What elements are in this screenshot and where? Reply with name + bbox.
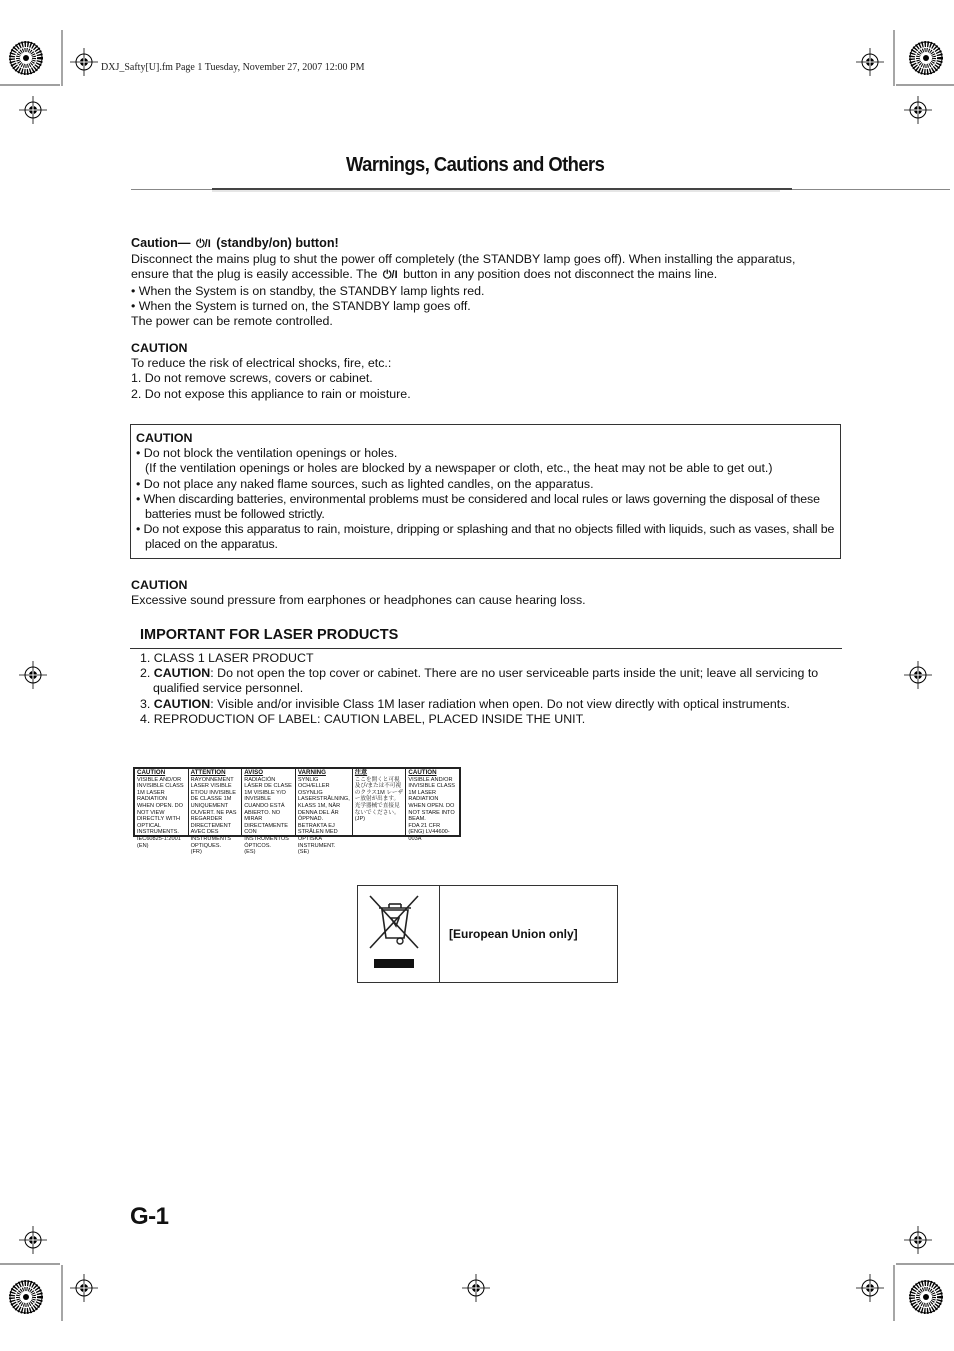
label-cell-heading: CAUTION — [137, 769, 166, 776]
caution-box-heading: CAUTION — [136, 431, 193, 445]
standby-heading — [131, 236, 831, 252]
power-standby-icon: ⏻/I — [195, 238, 211, 250]
standby-line2 — [131, 267, 831, 283]
label-cell-foot: (ES) — [244, 849, 256, 856]
label-cell-body: ここを開くと可視及び/または不可視のクラス1M レーザー放射が出ます。光学器械で直接見ないでください。 — [354, 776, 404, 816]
laser-item-4: 4. REPRODUCTION OF LABEL: CAUTION LABEL, PLACED INSIDE THE UNIT. — [140, 711, 586, 726]
label-cell-foot: (FR) — [190, 849, 202, 856]
standby-heading-suffix: (standby/on) button! — [216, 236, 339, 250]
laser-caution-label — [133, 767, 461, 856]
standby-line2-b: button in any position does not disconnect the mains line. — [403, 267, 718, 282]
caution-shock-item-2: 2. Do not expose this appliance to rain or moisture. — [131, 386, 411, 401]
caution-sound-section — [131, 578, 831, 608]
caution-shock-item-1: 1. Do not remove screws, covers or cabinet. — [131, 371, 373, 386]
label-cell-fr — [189, 769, 243, 856]
standby-last-line: The power can be remote controlled. — [131, 314, 333, 329]
laser-item-2-num: 2. — [140, 666, 154, 681]
laser-item-3 — [140, 697, 840, 712]
label-cell-body: RAYONNEMENT LASER VISIBLE ET/OU INVISIBLE DE CLASSE 1M UNIQUEMENT OUVERT. NE PAS REGARDER DIRECTEMENT AVEC DES INSTRUMENTS OPTIQUES. — [190, 776, 237, 849]
label-cell-heading: CAUTION — [408, 769, 437, 776]
label-cell-foot: (SE) — [297, 849, 310, 856]
label-cell-foot: IEC60825-1:2001 (EN) — [137, 835, 181, 849]
standby-bullet-1: • When the System is on standby, the STANDBY lamp lights red. — [131, 283, 485, 298]
label-cell-body: VISIBLE AND/OR INVISIBLE CLASS 1M LASER RADIATION WHEN OPEN. DO NOT STARE INTO BEAM. — [408, 776, 456, 823]
label-cell-es — [242, 769, 296, 856]
laser-item-3-text: : Visible and/or invisible Class 1M laser radiation when open. Do not view directly with optical instruments. — [210, 696, 790, 711]
eu-icon-cell — [358, 886, 440, 982]
page-number: G-1 — [130, 1203, 169, 1230]
caution-box-bullet-2: • Do not place any naked flame sources, such as lighted candles, on the apparatus. — [136, 476, 594, 491]
label-cell-heading: ATTENTION — [190, 769, 226, 776]
label-cell-jp — [353, 769, 407, 835]
laser-item-2 — [140, 666, 840, 696]
label-cell-foot: (JP) — [354, 816, 366, 823]
laser-heading: IMPORTANT FOR LASER PRODUCTS — [140, 627, 399, 643]
standby-line2-a: ensure that the plug is easily accessible. The — [131, 267, 378, 282]
laser-heading-rule — [130, 648, 842, 649]
standby-bullet-2: • When the System is turned on, the STANDBY lamp goes off. — [131, 298, 471, 313]
caution-box-bullet-3: • When discarding batteries, environmental problems must be considered and local rules or laws governing the disposal of these batteries must be followed strictly. — [136, 491, 820, 522]
caution-box-bullet-4: • Do not expose this apparatus to rain, moisture, dripping or splashing and that no objects filled with liquids, such as vases, shall be placed on the apparatus. — [136, 522, 835, 552]
label-cell-body: VISIBLE AND/OR INVISIBLE CLASS 1M LASER RADIATION WHEN OPEN. DO NOT VIEW DIRECTLY WITH OPTICAL INSTRUMENTS. — [137, 776, 184, 836]
laser-list — [140, 651, 840, 727]
standby-heading-prefix: Caution— — [131, 236, 191, 250]
eu-text: [European Union only] — [449, 927, 578, 941]
laser-item-3-num: 3. — [140, 696, 154, 711]
page-title: Warnings, Cautions and Others — [346, 154, 605, 176]
label-cell-foot: FDA 21 CFR (ENG) LV44600-003A — [408, 822, 450, 842]
standby-section — [131, 236, 831, 329]
eu-disposal-box — [357, 885, 618, 983]
label-cell-body: SYNLIG OCH/ELLER OSYNLIG LASERSTRÅLNING, KLASS 1M, NÄR DENNA DEL ÄR ÖPPNAD. BETRAKTA EJ STRÅLEN MED OPTISKA INSTRUMENT. — [297, 776, 350, 849]
label-cell-heading: 注意 — [354, 769, 368, 776]
laser-item-2-bold: CAUTION — [153, 666, 211, 681]
label-cell-en — [135, 769, 189, 849]
caution-shock-section — [131, 341, 831, 402]
crossed-out-wheeled-bin-icon — [358, 886, 439, 982]
caution-shock-heading: CAUTION — [131, 341, 188, 355]
laser-item-2-text: : Do not open the top cover or cabinet. There are no user serviceable parts inside the unit; leave all servicing to qualified service personnel. — [153, 666, 819, 696]
power-standby-icon: ⏻/I — [382, 269, 398, 282]
label-cell-heading: VARNING — [297, 769, 326, 776]
label-cell-body: RADIACIÓN LÁSER DE CLASE 1M VISIBLE Y/O INVISIBLE CUANDO ESTÁ ABIERTO. NO MIRAR DIRECTAMENTE CON INSTRUMENTOS ÓPTICOS. — [244, 776, 292, 849]
label-cell-heading: AVISO — [244, 769, 264, 776]
caution-box-bullet-1: • Do not block the ventilation openings or holes. — [136, 446, 398, 461]
label-cell-se — [296, 769, 353, 856]
caution-box-bullet-1-sub: (If the ventilation openings or holes are blocked by a newspaper or cloth, etc., the heat may not be able to get out.) — [145, 461, 773, 476]
title-rule-accent — [212, 188, 792, 190]
caution-box — [130, 424, 841, 559]
caution-sound-text: Excessive sound pressure from earphones or headphones can cause hearing loss. — [131, 593, 586, 608]
label-cell-us — [406, 769, 459, 842]
frame-file-info: DXJ_Safty[U].fm Page 1 Tuesday, November 27, 2007 12:00 PM — [101, 62, 365, 73]
laser-item-3-bold: CAUTION — [153, 696, 211, 711]
caution-sound-heading: CAUTION — [131, 578, 188, 592]
caution-shock-intro: To reduce the risk of electrical shocks, fire, etc.: — [131, 356, 392, 371]
laser-item-1: 1. CLASS 1 LASER PRODUCT — [140, 651, 314, 665]
standby-line1: Disconnect the mains plug to shut the power off completely (the STANDBY lamp goes off). When installing the apparatus, — [131, 252, 796, 267]
